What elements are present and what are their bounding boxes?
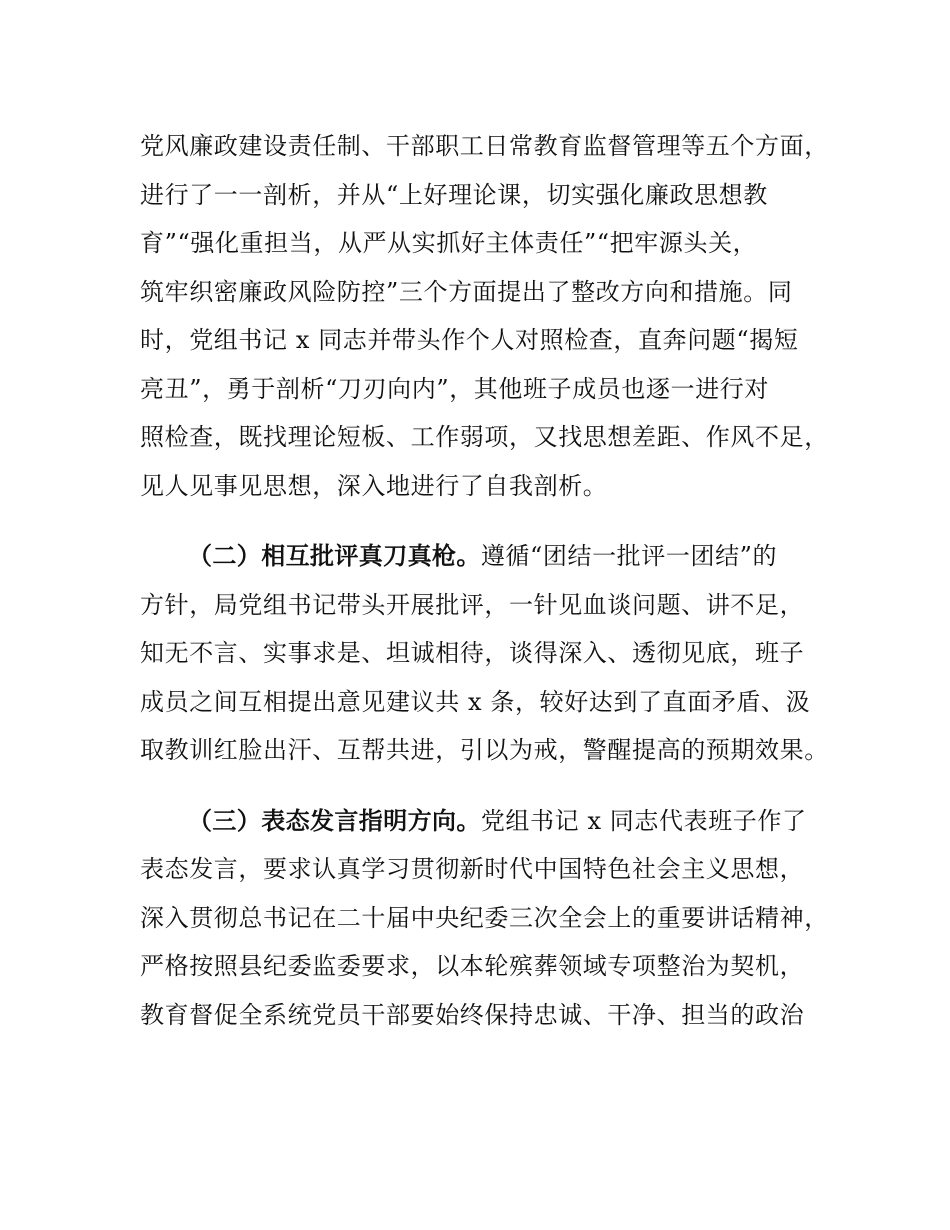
text-line: 深入贯彻总书记在二十届中央纪委三次全会上的重要讲话精神， (140, 903, 829, 932)
text-line: 取教训红脸出汗、互帮共进，引以为戒，警醒提高的预期效果。 (140, 736, 829, 764)
paragraph-3 (140, 797, 840, 1040)
text-line: 照检查，既找理论短板、工作弱项，又找思想差距、作风不足， (140, 423, 829, 451)
paragraph-2 (140, 532, 840, 775)
section-heading: （三）表态发言指明方向。 (188, 806, 481, 835)
paragraph-1 (140, 122, 840, 510)
document-page (140, 122, 840, 1039)
text-run: 党组书记 x 同志代表班子作了 (480, 806, 807, 835)
text-line: 进行了一一剖析，并从“上好理论课，切实强化廉政思想教 (140, 180, 768, 209)
paragraph-first-line (140, 532, 840, 581)
paragraph-gap (140, 510, 840, 532)
text-line: 亮丑”，勇于剖析“刀刃向内”，其他班子成员也逐一进行对 (140, 374, 770, 403)
section-heading: （二）相互批评真刀真枪。 (188, 542, 481, 570)
text-line: 方针，局党组书记带头开展批评，一针见血谈问题、讲不足， (140, 590, 805, 619)
text-line: 严格按照县纪委监委要求，以本轮殡葬领域专项整治为契机， (140, 952, 805, 980)
text-line: 知无不言、实事求是、坦诚相待，谈得深入、透彻见底，班子 (140, 639, 805, 667)
text-line: 表态发言，要求认真学习贯彻新时代中国特色社会主义思想， (140, 855, 805, 883)
text-line: 见人见事见思想，深入地进行了自我剖析。 (140, 471, 608, 500)
text-line: 党风廉政建设责任制、干部职工日常教育监督管理等五个方面， (140, 132, 829, 160)
paragraph-gap (140, 775, 840, 797)
text-line: 筑牢织密廉政风险防控”三个方面提出了整改方向和措施。同 (140, 277, 793, 306)
text-run: 遵循“团结一批评一团结”的 (480, 542, 778, 570)
text-line: 成员之间互相提出意见建议共 x 条，较好达到了直面矛盾、汲 (140, 687, 811, 716)
text-line: 育”“强化重担当，从严从实抓好主体责任”“把牢源头关， (140, 229, 758, 257)
text-line: 教育督促全系统党员干部要始终保持忠诚、干净、担当的政治 (140, 1000, 805, 1029)
text-line: 时，党组书记 x 同志并带头作个人对照检查，直奔问题“揭短 (140, 326, 799, 354)
paragraph-first-line (140, 797, 840, 846)
